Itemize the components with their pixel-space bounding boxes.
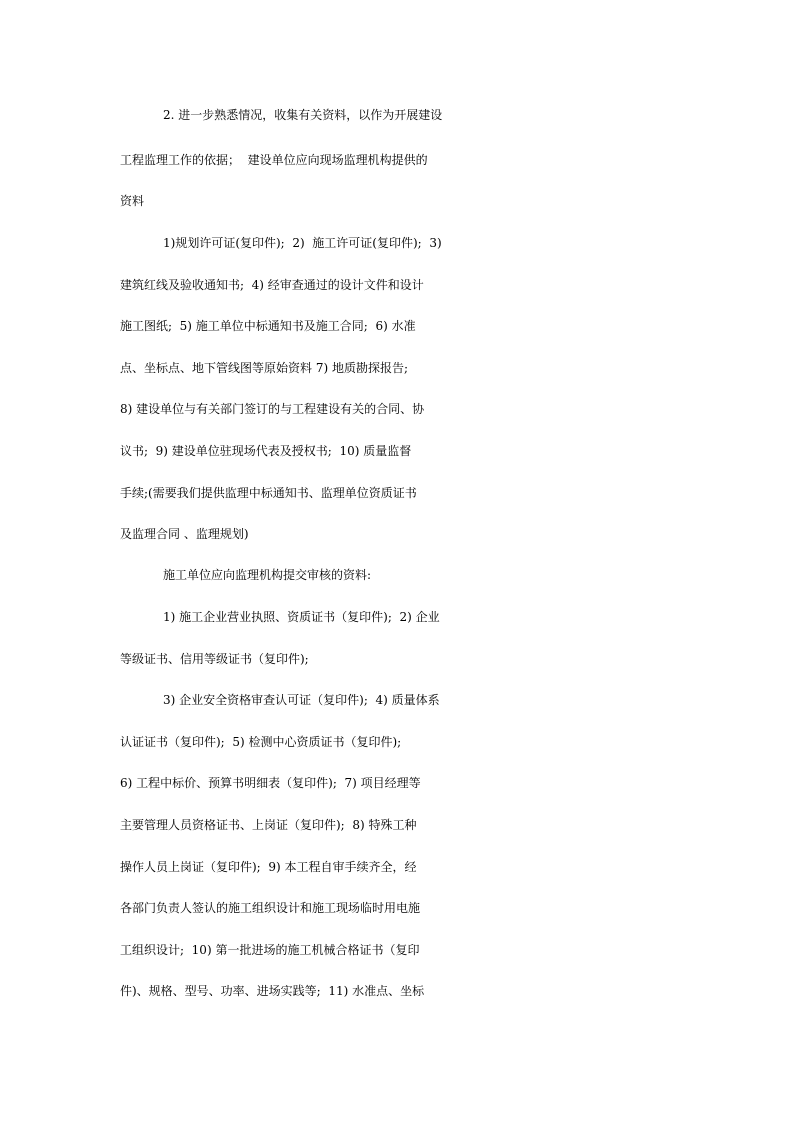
- paragraph-line-13: 1) 施工企业营业执照、资质证书（复印件); 2) 企业: [163, 610, 440, 624]
- paragraph-line-14: 等级证书、信用等级证书（复印件);: [120, 652, 309, 666]
- paragraph-line-5: 建筑红线及验收通知书; 4) 经审查通过的设计文件和设计: [120, 278, 424, 292]
- paragraph-line-7: 点、坐标点、地下管线图等原始资料 7) 地质勘探报告;: [120, 361, 408, 375]
- paragraph-line-15: 3) 企业安全资格审查认可证（复印件); 4) 质量体系: [163, 693, 440, 707]
- paragraph-line-2: 工程监理工作的依据； 建设单位应向现场监理机构提供的: [120, 153, 428, 167]
- paragraph-line-22: 件)、规格、型号、功率、进场实践等; 11) 水准点、坐标: [120, 984, 425, 998]
- paragraph-line-4: 1)规划许可证(复印件); 2) 施工许可证(复印件); 3): [163, 236, 442, 250]
- paragraph-line-6: 施工图纸; 5) 施工单位中标通知书及施工合同; 6) 水准: [120, 319, 416, 333]
- paragraph-line-16: 认证证书（复印件); 5) 检测中心资质证书（复印件);: [120, 735, 402, 749]
- paragraph-line-18: 主要管理人员资格证书、上岗证（复印件); 8) 特殊工种: [120, 818, 417, 832]
- paragraph-line-10: 手续;(需要我们提供监理中标通知书、监理单位资质证书: [120, 486, 417, 500]
- paragraph-line-1: 2. 进一步熟悉情况，收集有关资料，以作为开展建设: [163, 108, 443, 122]
- paragraph-line-20: 各部门负责人签认的施工组织设计和施工现场临时用电施: [120, 901, 421, 915]
- paragraph-line-17: 6) 工程中标价、预算书明细表（复印件); 7) 项目经理等: [120, 776, 421, 790]
- paragraph-line-9: 议书; 9) 建设单位驻现场代表及授权书; 10) 质量监督: [120, 444, 412, 458]
- paragraph-line-8: 8) 建设单位与有关部门签订的与工程建设有关的合同、协: [120, 402, 425, 416]
- paragraph-line-11: 及监理合同 、监理规划): [120, 527, 249, 541]
- paragraph-line-3: 资料: [120, 194, 145, 208]
- paragraph-line-19: 操作人员上岗证（复印件); 9) 本工程自审手续齐全，经: [120, 860, 417, 874]
- paragraph-line-12: 施工单位应向监理机构提交审核的资料:: [163, 568, 372, 582]
- paragraph-line-21: 工组织设计; 10) 第一批进场的施工机械合格证书（复印: [120, 943, 420, 957]
